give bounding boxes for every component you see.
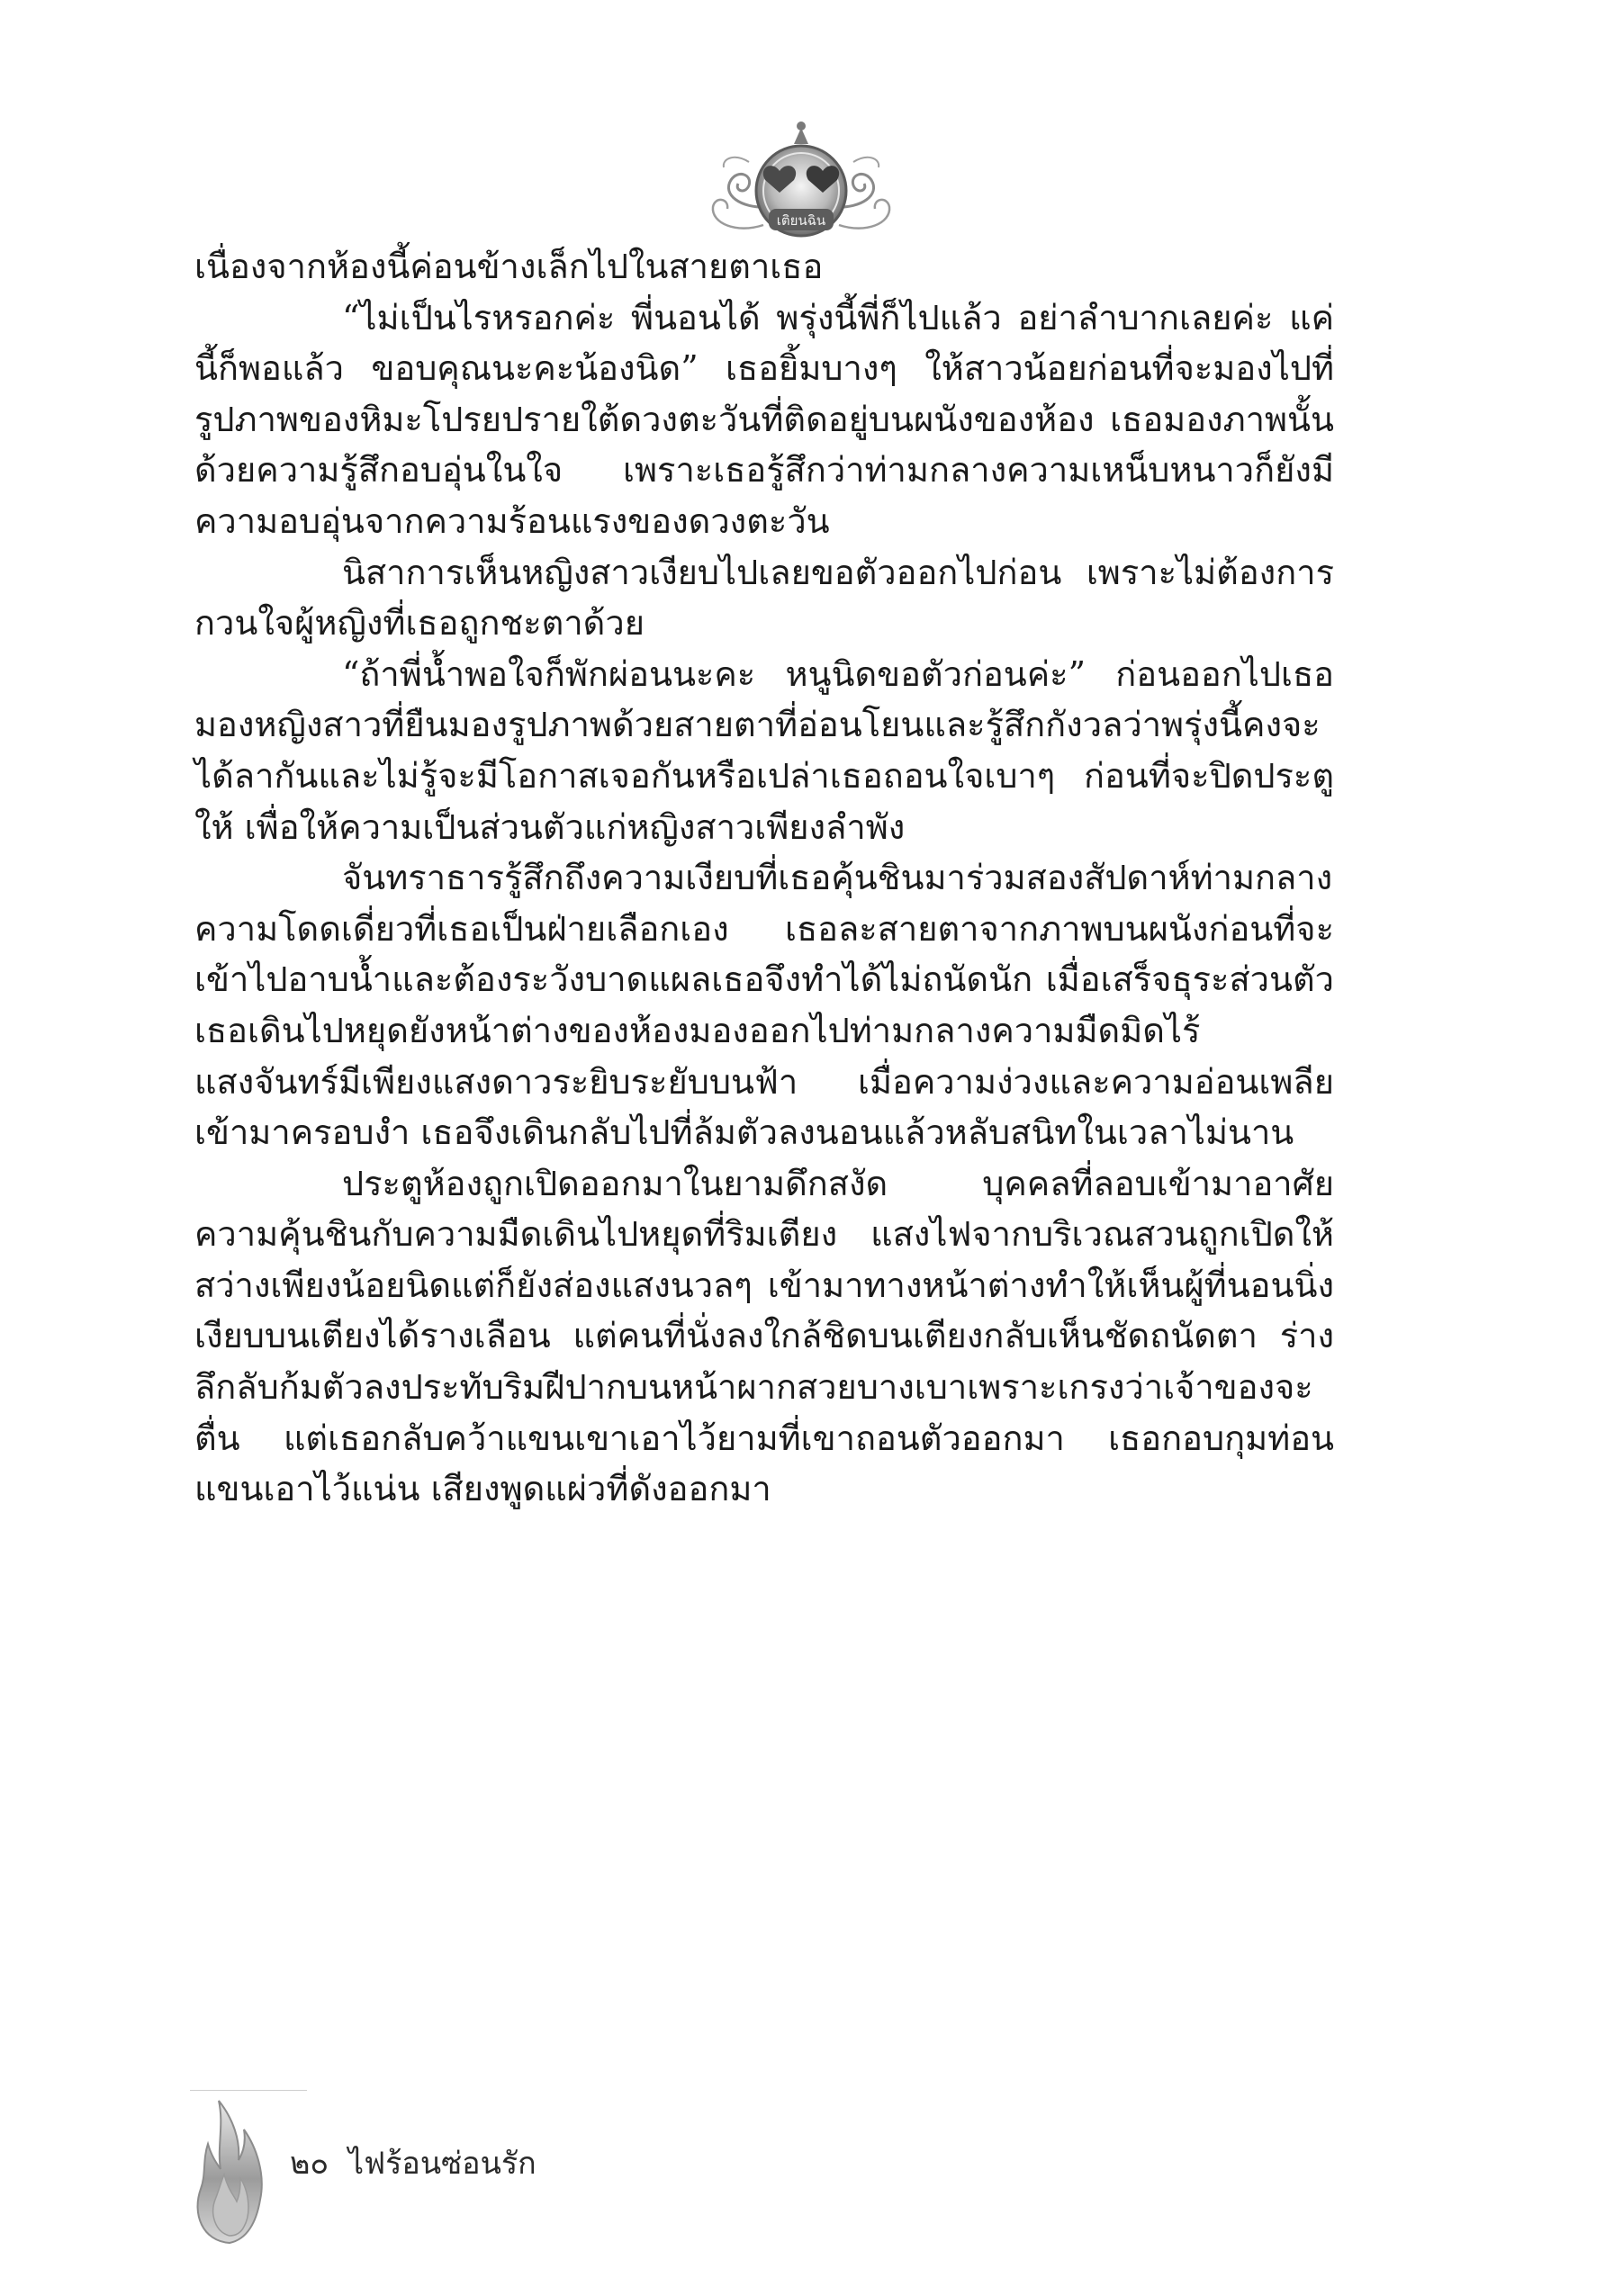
logo-text: เติยนฉิน bbox=[776, 212, 826, 229]
paragraph-4: “ถ้าพี่น้ำพอใจก็พักผ่อนนะคะ หนูนิดขอตัวก่อนค่ะ” ก่อนออกไปเธอมองหญิงสาวที่ยืนมองรูปภาพด้วยสายตาที่อ่อนโยนและรู้สึกกังวลว่าพรุ่งนี้คงจะได้ลากันและไม่รู้จะมีโอกาสเจอกันหรือเปล่าเธอถอนใจเบาๆ ก่อนที่จะปิดประตูให้ เพื่อให้ความเป็นส่วนตัวแก่หญิงสาวเพียงลำพัง bbox=[194, 653, 1334, 847]
page-footer bbox=[185, 2088, 815, 2268]
paragraph-1: เนื่องจากห้องนี้ค่อนข้างเล็กไปในสายตาเธอ bbox=[194, 247, 824, 286]
paragraph-5: จันทราธารรู้สึกถึงความเงียบที่เธอคุ้นชินมาร่วมสองสัปดาห์ท่ามกลางความโดดเดี่ยวที่เธอเป็นฝ่ายเลือกเอง เธอละสายตาจากภาพบนผนังก่อนที่จะเข้าไปอาบน้ำและต้องระวังบาดแผลเธอจึงทำได้ไม่ถนัดนัก เมื่อเสร็จธุระส่วนตัวเธอเดินไปหยุดยังหน้าต่างของห้องมองออกไปท่ามกลางความมืดมิดไร้แสงจันทร์มีเพียงแสงดาวระยิบระยับบนฟ้า เมื่อความง่วงและความอ่อนเพลียเข้ามาครอบงำ เธอจึงเดินกลับไปที่ล้มตัวลงนอนแล้วหลับสนิทในเวลาไม่นาน bbox=[194, 858, 1334, 1153]
page-number: ๒๐ bbox=[290, 2146, 329, 2182]
flame-icon bbox=[185, 2088, 275, 2250]
body-text bbox=[194, 241, 1334, 1515]
emblem-icon bbox=[686, 108, 916, 252]
header-emblem bbox=[686, 108, 916, 252]
paragraph-6: ประตูห้องถูกเปิดออกมาในยามดึกสงัด บุคคลที่ลอบเข้ามาอาศัยความคุ้นชินกับความมืดเดินไปหยุดที่ริมเตียง แสงไฟจากบริเวณสวนถูกเปิดให้สว่างเพียงน้อยนิดแต่ก็ยังส่องแสงนวลๆ เข้ามาทางหน้าต่างทำให้เห็นผู้ที่นอนนิ่งเงียบบนเตียงได้รางเลือน แต่คนที่นั่งลงใกล้ชิดบนเตียงกลับเห็นชัดถนัดตา ร่างลึกลับก้มตัวลงประทับริมฝีปากบนหน้าผากสวยบางเบาเพราะเกรงว่าเจ้าของจะตื่น แต่เธอกลับคว้าแขนเขาเอาไว้ยามที่เขาถอนตัวออกมา เธอกอบกุมท่อนแขนเอาไว้แน่น เสียงพูดแผ่วที่ดังออกมา bbox=[194, 1163, 1334, 1509]
paragraph-2: “ไม่เป็นไรหรอกค่ะ พี่นอนได้ พรุ่งนี้พี่ก็ไปแล้ว อย่าลำบากเลยค่ะ แค่นี้ก็พอแล้ว ขอบคุณนะคะน้องนิด” เธอยิ้มบางๆ ให้สาวน้อยก่อนที่จะมองไปที่รูปภาพของหิมะโปรยปรายใต้ดวงตะวันที่ติดอยู่บนผนังของห้อง เธอมองภาพนั้นด้วยความรู้สึกอบอุ่นในใจ เพราะเธอรู้สึกว่าท่ามกลางความเหน็บหนาวก็ยังมีความอบอุ่นจากความร้อนแรงของดวงตะวัน bbox=[194, 297, 1334, 541]
book-title: ไฟร้อนซ่อนรัก bbox=[348, 2146, 537, 2182]
paragraph-3: นิสาการเห็นหญิงสาวเงียบไปเลยขอตัวออกไปก่อน เพราะไม่ต้องการกวนใจผู้หญิงที่เธอถูกชะตาด้วย bbox=[194, 552, 1334, 644]
